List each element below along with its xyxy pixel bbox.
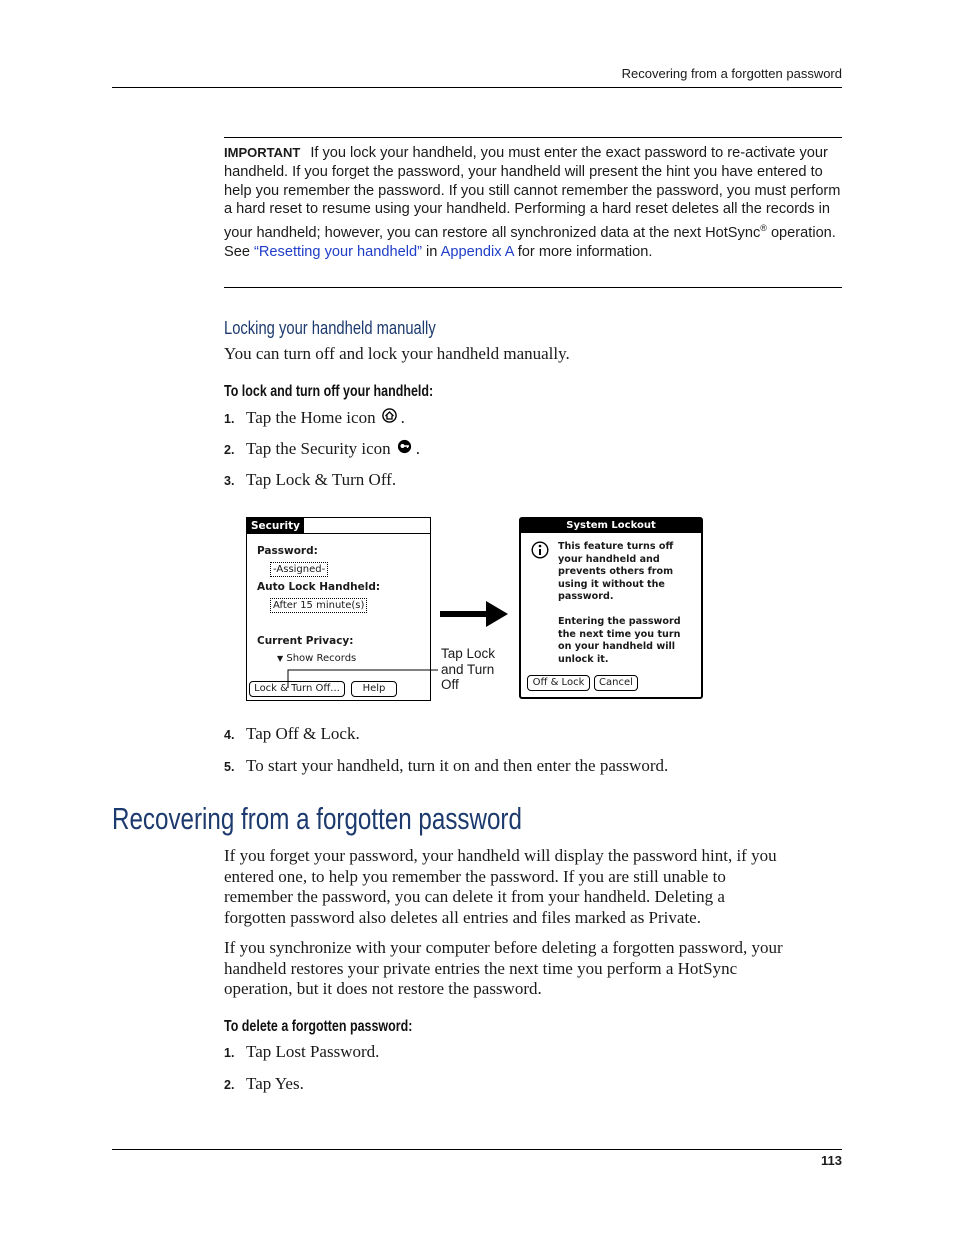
password-value-field[interactable]: -Assigned- [270,562,328,577]
note-text: If you lock your handheld, you must enter the exact password to re-activate your handheld. If you forget the password, your handheld will present the hint you have entered to help you remember the password. If you still cannot remember the password, you must perform a hard reset to resume using your handheld. Performing a hard reset deletes all the records in your handheld; however, you can restore all synchronized data at the next HotSync [224,145,841,242]
note-text-mid: operation. See [224,225,836,260]
lockout-title: System Lockout [521,519,701,533]
privacy-label: Current Privacy: [257,635,354,647]
title-underline [247,533,430,534]
autolock-label: Auto Lock Handheld: [257,581,381,593]
page-number: 113 [821,1153,842,1168]
section-heading-locking: Locking your handheld manually [224,318,436,338]
step-3: 3. Tap Lock & Turn Off. [224,470,397,489]
note-bottom-rule [224,287,842,288]
recovering-paragraph-2: If you synchronize with your computer before deleting a forgotten password, your handheld restores your private entries the next time you perform a HotSync operation, but it does not restore the password. [224,938,783,998]
autolock-value-field[interactable]: After 15 minute(s) [270,598,367,613]
privacy-value: Show Records [286,653,357,664]
footer-rule [112,1149,842,1150]
note-label: IMPORTANT [224,145,301,160]
security-key-icon [397,439,412,454]
help-button[interactable]: Help [351,681,397,697]
resetting-handheld-link[interactable]: “Resetting your handheld” [254,243,422,260]
lockout-paragraph-2: Entering the password the next time you turn on your handheld will unlock it. [558,616,681,665]
note-top-rule [224,137,842,138]
appendix-a-link[interactable]: Appendix A [440,243,514,260]
step-2: 2. Tap the Security icon . [224,439,420,458]
callout-text: Tap Lock and Turn Off [441,646,496,692]
lockout-paragraph-1: This feature turns off your handheld and prevents others from using it without the password. [558,541,674,602]
recovering-paragraph-1: If you forget your password, your handheld will display the password hint, if you entered one, to help you remember the password. If you are still unable to remember the password, you can delete it from your handheld. Deleting a forgotten password also deletes all entries and files marked as Private. [224,846,777,927]
important-note [224,144,842,262]
security-screen-title: Security [247,518,304,534]
triangle-down-icon: ▼ [277,654,284,663]
delete-step-1: 1. Tap Lost Password. [224,1042,380,1061]
password-label: Password: [257,545,318,557]
note-text-after: for more information. [513,243,653,260]
header-rule [112,87,842,88]
system-lockout-dialog [519,517,703,699]
step-5: 5. To start your handheld, turn it on and then enter the password. [224,756,669,775]
step-4: 4. Tap Off & Lock. [224,724,360,743]
note-text-in: in [421,243,441,260]
registered-mark: ® [760,223,767,234]
step-1: 1. Tap the Home icon . [224,408,405,427]
section-intro: You can turn off and lock your handheld manually. [224,344,570,363]
callout-line [280,660,440,690]
off-and-lock-button[interactable]: Off & Lock [527,675,590,691]
procedure-heading-lock: To lock and turn off your handheld: [224,383,434,400]
section-heading-recovering: Recovering from a forgotten password [112,801,522,836]
lock-turn-off-button[interactable]: Lock & Turn Off... [249,681,345,697]
right-arrow-icon [440,600,510,628]
procedure-heading-delete: To delete a forgotten password: [224,1018,413,1035]
running-header: Recovering from a forgotten password [621,66,842,81]
info-icon [531,541,549,563]
delete-step-2: 2. Tap Yes. [224,1074,304,1093]
cancel-button[interactable]: Cancel [594,675,638,691]
home-icon [382,408,397,423]
